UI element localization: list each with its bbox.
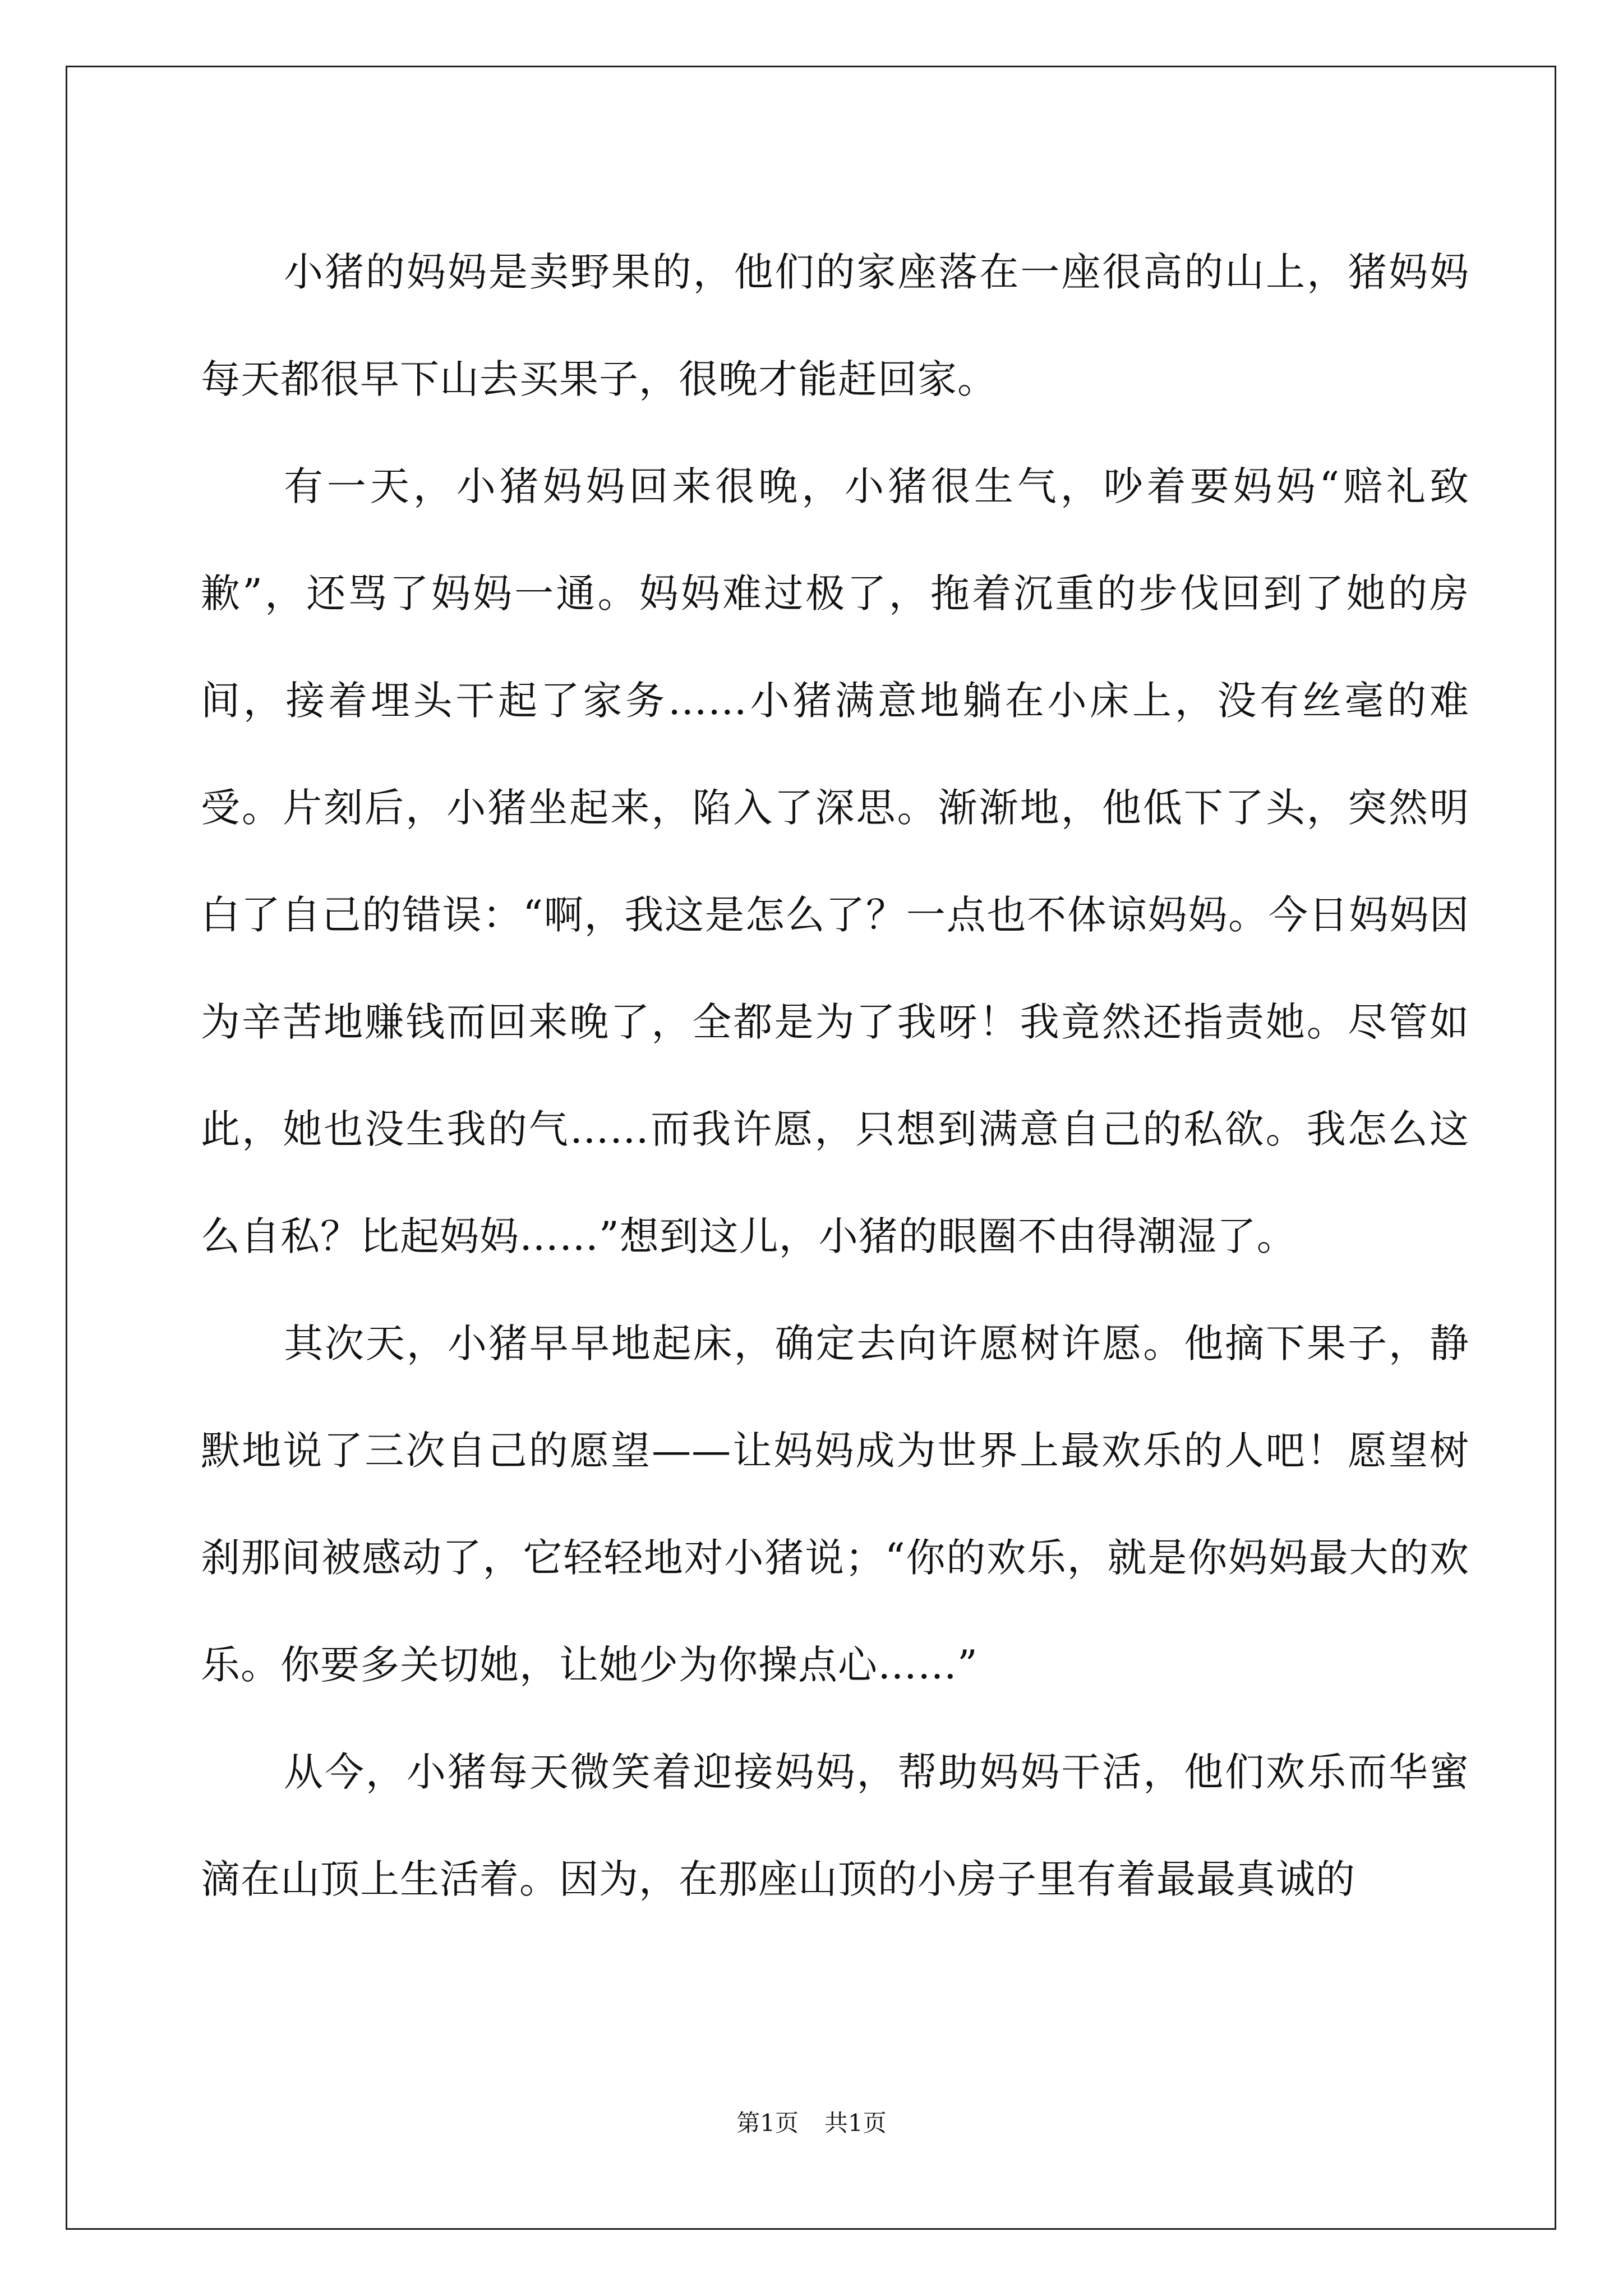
- page-number-current: 第1页: [736, 2109, 799, 2137]
- paragraph-3: 其次天，小猪早早地起床，确定去向许愿树许愿。他摘下果子，静默地说了三次自己的愿望——让妈妈成为世界上最欢乐的人吧！愿望树刹那间被感动了，它轻轻地对小猪说；“你的欢乐，就是你妈妈最大的欢乐。你要多关切她，让她少为你操点心……”: [201, 1320, 1469, 1688]
- document-body: [201, 219, 1469, 1933]
- paragraph-2: 有一天，小猪妈妈回来很晚，小猪很生气，吵着要妈妈“赔礼致歉”，还骂了妈妈一通。妈妈难过极了，拖着沉重的步伐回到了她的房间，接着埋头干起了家务……小猪满意地躺在小床上，没有丝毫的难受。片刻后，小猪坐起来，陷入了深思。渐渐地，他低下了头，突然明白了自己的错误：“啊，我这是怎么了？一点也不体谅妈妈。今日妈妈因为辛苦地赚钱而回来晚了，全都是为了我呀！我竟然还指责她。尽管如此，她也没生我的气……而我许愿，只想到满意自己的私欲。我怎么这么自私？比起妈妈……”想到这儿，小猪的眼圈不由得潮湿了。: [201, 463, 1469, 1259]
- paragraph-4: 从今，小猪每天微笑着迎接妈妈，帮助妈妈干活，他们欢乐而华蜜滴在山顶上生活着。因为，在那座山顶的小房子里有着最最真诚的: [201, 1749, 1469, 1902]
- paragraph-1: 小猪的妈妈是卖野果的，他们的家座落在一座很高的山上，猪妈妈每天都很早下山去买果子，很晚才能赶回家。: [201, 249, 1469, 402]
- page-number-total: 共1页: [824, 2109, 887, 2137]
- page-footer: [0, 2106, 1623, 2140]
